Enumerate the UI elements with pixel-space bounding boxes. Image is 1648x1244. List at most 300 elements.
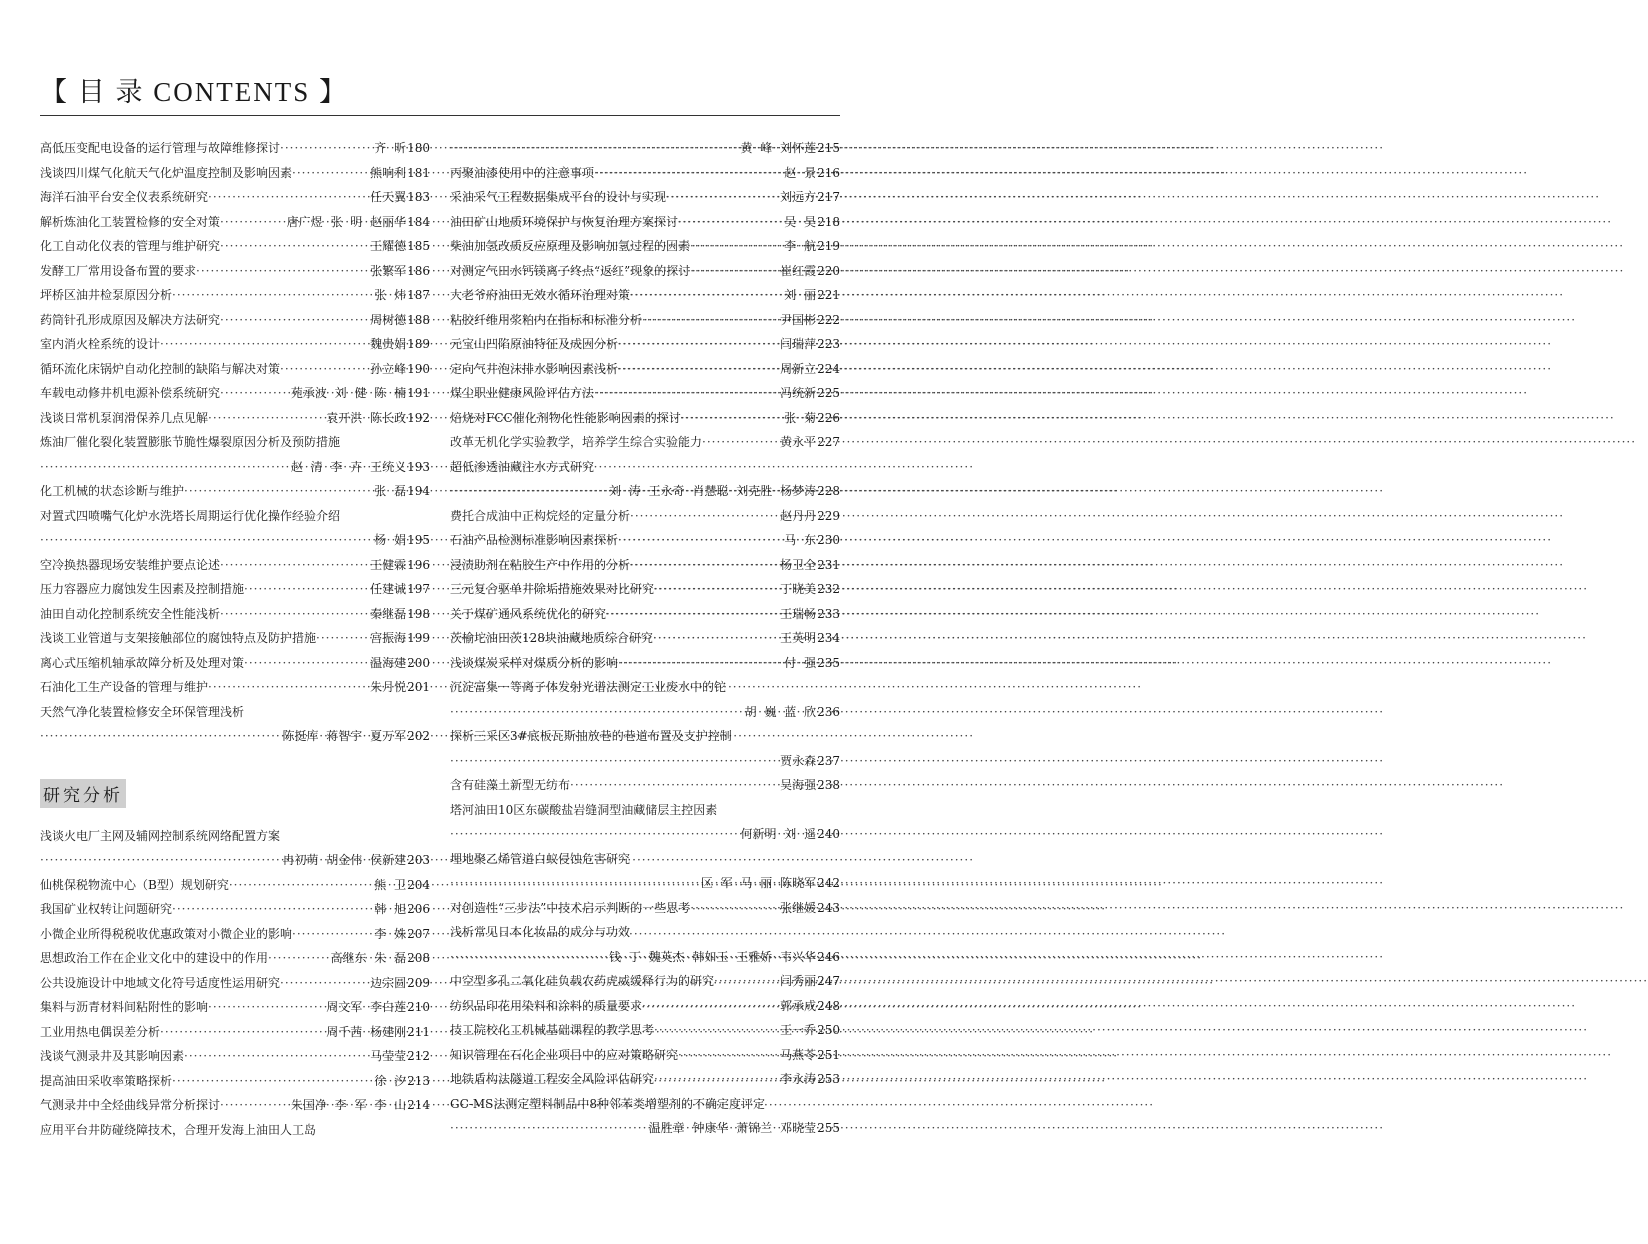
toc-entry-page: 206 xyxy=(407,902,430,916)
leader-dots xyxy=(40,528,374,553)
toc-entry-title: 油田矿山地质环境保护与恢复治理方案探讨 xyxy=(450,214,679,229)
toc-entry-line xyxy=(450,994,840,1019)
toc-entry-title: 浅谈日常机泵润滑保养几点见解 xyxy=(40,410,209,425)
leader-dots xyxy=(618,528,784,553)
toc-entry-page: 236 xyxy=(817,704,840,719)
toc-entry-authors: 郭承成 xyxy=(780,998,817,1013)
leader-dots xyxy=(208,675,370,700)
toc-entry-authors: 赵 清 李 卉 王统义 xyxy=(290,459,407,474)
toc-entry-line xyxy=(40,824,430,849)
toc-entry-authors: 秦继磊 xyxy=(370,606,407,621)
header-rule xyxy=(40,115,840,116)
toc-entry-line xyxy=(450,822,840,847)
toc-entry[interactable] xyxy=(450,381,840,406)
toc-entry-page: 208 xyxy=(407,951,430,965)
toc-entry[interactable] xyxy=(40,332,430,357)
toc-entry[interactable] xyxy=(450,994,840,1019)
toc-entry-title: 循环流化床锅炉自动化控制的缺陷与解决对策 xyxy=(40,361,281,376)
toc-entry-page: 190 xyxy=(407,361,430,376)
toc-entry-page: 202 xyxy=(407,729,430,743)
toc-entry-line xyxy=(450,308,840,333)
toc-entry[interactable] xyxy=(450,1018,840,1043)
toc-entry-page: 207 xyxy=(407,926,430,941)
toc-entry-line xyxy=(450,430,840,455)
toc-entry[interactable] xyxy=(40,897,430,922)
toc-entry-title: 天然气净化装置检修安全环保管理浅析 xyxy=(40,704,245,719)
toc-entry[interactable] xyxy=(450,430,840,455)
toc-entry[interactable] xyxy=(40,504,430,553)
toc-entry-page: 214 xyxy=(407,1098,430,1112)
toc-entry[interactable] xyxy=(450,626,840,651)
toc-entry-authors: 付 强 xyxy=(784,655,817,670)
toc-entry-line xyxy=(40,724,430,749)
toc-entry-title: 石油化工生产设备的管理与维护 xyxy=(40,680,209,694)
toc-entry-page: 181 xyxy=(407,165,430,180)
toc-entry[interactable] xyxy=(40,357,430,382)
toc-entry-authors: 赵 景 xyxy=(784,165,817,180)
leader-dots xyxy=(642,308,780,333)
leader-dots xyxy=(229,873,374,898)
toc-entry-authors: 张继媛 xyxy=(780,900,817,915)
leader-dots xyxy=(618,357,780,382)
leader-dots xyxy=(40,724,282,749)
toc-entry-title: 海洋石油平台安全仪表系统研究 xyxy=(40,190,209,204)
toc-entry-authors: 高继东 朱 磊 xyxy=(330,951,407,965)
toc-entry-title: 浅谈煤炭采样对煤质分析的影响 xyxy=(450,655,619,670)
toc-entry[interactable] xyxy=(450,308,840,333)
leader-dots xyxy=(653,626,780,651)
leader-dots xyxy=(642,994,780,1019)
leader-dots xyxy=(570,773,780,798)
toc-entry[interactable] xyxy=(450,577,840,602)
leader-dots xyxy=(280,136,374,161)
toc-entry-title: 超低渗透油藏注水方式研究 xyxy=(450,459,595,474)
toc-entry-title: 发酵工厂常用设备布置的要求 xyxy=(40,263,197,278)
toc-entry[interactable] xyxy=(40,700,430,749)
toc-entry[interactable] xyxy=(40,577,430,602)
leader-dots xyxy=(172,897,374,922)
toc-entry-authors: 王瑞畅 xyxy=(780,606,817,621)
toc-entry-title: 粘胶纤维用浆粕内在指标和标准分析 xyxy=(450,312,643,327)
toc-entry-authors: 刘 丽 xyxy=(784,288,817,302)
toc-entry-line xyxy=(450,602,840,627)
toc-entry[interactable] xyxy=(40,971,430,996)
toc-entry-authors: 唐广煜 张 明 赵丽华 xyxy=(286,214,407,229)
toc-entry-page: 215 xyxy=(817,141,840,155)
toc-entry-line xyxy=(40,381,430,406)
toc-entry-title: 探析三采区3#底板瓦斯抽放巷的巷道布置及支护控制 xyxy=(450,729,732,743)
toc-entry-line xyxy=(450,773,840,798)
toc-entry-line xyxy=(450,479,840,504)
toc-entry[interactable] xyxy=(450,332,840,357)
leader-dots xyxy=(714,969,780,994)
toc-entry[interactable] xyxy=(40,430,430,479)
toc-entry-line xyxy=(40,504,430,529)
toc-list-research xyxy=(40,824,430,1143)
toc-entry-page: 230 xyxy=(817,533,840,547)
toc-entry-line xyxy=(450,161,840,186)
toc-entry-title: 室内消火栓系统的设计 xyxy=(40,337,161,351)
toc-entry-line xyxy=(450,675,840,700)
toc-entry-title: 仙桃保税物流中心（B型）规划研究 xyxy=(40,877,229,892)
toc-entry-page: 228 xyxy=(817,484,840,498)
leader-dots xyxy=(690,896,780,921)
toc-entry[interactable] xyxy=(40,626,430,651)
toc-entry-authors: 尹国彬 xyxy=(780,312,817,327)
toc-entry-line xyxy=(450,920,840,945)
toc-entry[interactable] xyxy=(450,847,840,896)
toc-entry-page: 232 xyxy=(817,582,840,596)
toc-entry-line xyxy=(40,259,430,284)
toc-entry-title: 油田自动化控制系统安全性能浅析 xyxy=(40,606,221,621)
toc-entry[interactable] xyxy=(450,773,840,798)
toc-entry[interactable] xyxy=(40,234,430,259)
toc-entry-authors: 区 军 马 丽 陈晓军 xyxy=(700,876,817,890)
toc-entry[interactable] xyxy=(40,553,430,578)
toc-entry-page: 251 xyxy=(817,1047,840,1062)
toc-entry-title: 对置式四喷嘴气化炉水洗塔长周期运行优化操作经验介绍 xyxy=(40,508,341,523)
toc-entry-page: 248 xyxy=(817,998,840,1013)
toc-entry-page: 204 xyxy=(407,877,430,892)
toc-entry-authors: 刘远方 xyxy=(780,190,817,204)
leader-dots xyxy=(280,971,370,996)
toc-entry-authors: 周千茜 杨建刚 xyxy=(326,1024,407,1039)
toc-entry-line xyxy=(40,700,430,725)
toc-entry-page: 223 xyxy=(817,337,840,351)
leader-dots xyxy=(220,308,370,333)
leader-dots xyxy=(40,455,291,480)
toc-entry-title: 浅析常见日本化妆品的成分与功效 xyxy=(450,925,631,939)
leader-dots xyxy=(208,185,370,210)
toc-entry-line xyxy=(40,897,430,922)
toc-entry-line xyxy=(40,971,430,996)
toc-entry-title: 茨榆坨油田茨128块油藏地质综合研究 xyxy=(450,631,653,645)
toc-entry-page: 193 xyxy=(407,459,430,474)
leader-dots xyxy=(40,848,282,873)
toc-entry-title: 地铁盾构法隧道工程安全风险评估研究 xyxy=(450,1072,655,1086)
toc-entry-page: 225 xyxy=(817,386,840,400)
toc-entry-line xyxy=(40,1044,430,1069)
toc-entry-page: 203 xyxy=(407,853,430,867)
leader-dots xyxy=(654,577,780,602)
toc-entry[interactable] xyxy=(40,651,430,676)
toc-entry[interactable] xyxy=(450,406,840,431)
toc-entry-page: 189 xyxy=(407,337,430,351)
toc-entry-authors: 黄永平 xyxy=(780,435,817,449)
toc-entry-authors: 马燕苓 xyxy=(780,1047,817,1062)
toc-entry-authors: 马莹莹 xyxy=(370,1049,407,1063)
toc-entry-authors: 徐 汐 xyxy=(374,1073,407,1088)
leader-dots xyxy=(618,651,784,676)
toc-entry-title: 元宝山凹陷原油特征及成因分析 xyxy=(450,337,619,351)
toc-entry-authors: 吴海强 xyxy=(780,778,817,792)
toc-entry-title: 解析炼油化工装置检修的安全对策 xyxy=(40,214,221,229)
leader-dots xyxy=(690,259,780,284)
leader-dots xyxy=(220,602,370,627)
toc-entry[interactable] xyxy=(450,969,840,994)
toc-entry-page: 197 xyxy=(407,582,430,596)
toc-entry-authors: 杨卫全 xyxy=(780,557,817,572)
toc-entry-page: 185 xyxy=(407,239,430,253)
toc-entry-page: 212 xyxy=(407,1049,430,1063)
toc-entry-authors: 张 菊 xyxy=(784,410,817,425)
toc-entry-line xyxy=(450,381,840,406)
toc-entry[interactable] xyxy=(450,185,840,210)
toc-entry-page: 184 xyxy=(407,214,430,229)
toc-entry[interactable] xyxy=(450,283,840,308)
toc-entry-authors: 温胜章 钟康华 萧锦兰 邓晓莹 xyxy=(648,1121,817,1135)
toc-entry[interactable] xyxy=(450,1067,840,1092)
toc-entry-page: 243 xyxy=(817,900,840,915)
toc-entry-page: 213 xyxy=(407,1073,430,1088)
leader-dots xyxy=(681,406,785,431)
toc-entry[interactable] xyxy=(450,724,840,773)
toc-entry-line xyxy=(40,234,430,259)
toc-entry-line xyxy=(450,1043,840,1068)
toc-entry-authors: 黄 峰 刘怀莲 xyxy=(740,141,817,155)
toc-entry-title: 浅谈火电厂主网及辅网控制系统网络配置方案 xyxy=(40,828,281,843)
toc-entry-title: 柴油加氢改质反应原理及影响加氢过程的因素 xyxy=(450,239,691,253)
toc-entry[interactable] xyxy=(450,675,840,724)
toc-entry-title: 公共设施设计中地域文化符号适度性运用研究 xyxy=(40,975,281,990)
toc-entry-authors: 马 东 xyxy=(784,533,817,547)
leader-dots xyxy=(244,651,370,676)
toc-entry[interactable] xyxy=(450,259,840,284)
toc-entry[interactable] xyxy=(40,1069,430,1094)
toc-entry-page: 240 xyxy=(817,827,840,841)
leader-dots xyxy=(654,1067,780,1092)
toc-entry[interactable] xyxy=(40,1118,430,1143)
toc-entry-page: 253 xyxy=(817,1072,840,1086)
toc-entry-title: 定向气井泡沫排水影响因素浅析 xyxy=(450,361,619,376)
toc-entry-line xyxy=(450,896,840,921)
toc-entry-authors: 赵丹丹 xyxy=(780,508,817,523)
toc-entry-title: 大老爷府油田无效水循环治理对策 xyxy=(450,288,631,302)
toc-entry-line xyxy=(450,945,840,970)
leader-dots xyxy=(184,1044,370,1069)
leader-dots xyxy=(292,161,370,186)
toc-entry-line xyxy=(450,847,840,872)
leader-dots xyxy=(690,234,784,259)
toc-entry[interactable] xyxy=(450,455,840,504)
toc-entry-authors: 袁开洪 陈长政 xyxy=(326,410,407,425)
toc-entry-page: 210 xyxy=(407,1000,430,1014)
toc-entry-title: 沉淀富集－等离子体发射光谱法测定工业废水中的铊 xyxy=(450,680,727,694)
leader-dots xyxy=(208,995,326,1020)
leader-dots xyxy=(606,602,780,627)
toc-entry-line xyxy=(450,504,840,529)
toc-entry[interactable] xyxy=(40,1020,430,1045)
leader-dots xyxy=(654,1018,780,1043)
toc-entry-line xyxy=(450,234,840,259)
toc-entry-page: 219 xyxy=(817,239,840,253)
toc-list-right xyxy=(450,136,840,1141)
toc-entry-authors: 朱国净 李 军 李 山 xyxy=(290,1098,407,1112)
toc-entry-line xyxy=(40,479,430,504)
toc-entry[interactable] xyxy=(450,553,840,578)
toc-entry-page: 183 xyxy=(407,190,430,204)
leader-dots xyxy=(220,381,291,406)
toc-entry-title: 气测录井中全烃曲线异常分析探讨 xyxy=(40,1098,221,1112)
toc-entry-page: 255 xyxy=(817,1121,840,1135)
toc-entry-page: 195 xyxy=(407,533,430,547)
toc-entry[interactable] xyxy=(450,798,840,847)
toc-entry[interactable] xyxy=(450,528,840,553)
toc-entry[interactable] xyxy=(40,873,430,898)
toc-entry[interactable] xyxy=(40,922,430,947)
toc-entry-page: 209 xyxy=(407,975,430,990)
leader-dots xyxy=(450,822,740,847)
toc-entry-line xyxy=(40,136,430,161)
toc-entry[interactable] xyxy=(40,602,430,627)
toc-entry-line xyxy=(40,626,430,651)
toc-entry[interactable] xyxy=(40,406,430,431)
leader-dots xyxy=(450,871,701,896)
toc-entry-line xyxy=(450,283,840,308)
toc-entry[interactable] xyxy=(450,920,840,969)
leader-dots xyxy=(594,381,780,406)
toc-entry-line xyxy=(450,136,840,161)
toc-entry[interactable] xyxy=(450,357,840,382)
toc-entry-title: 炼油厂催化裂化装置膨胀节脆性爆裂原因分析及预防措施 xyxy=(40,435,341,449)
toc-entry-authors: 何新明 刘 遥 xyxy=(740,827,817,841)
toc-entry-title: 化工机械的状态诊断与维护 xyxy=(40,484,185,498)
toc-entry[interactable] xyxy=(40,381,430,406)
toc-entry-page: 231 xyxy=(817,557,840,572)
toc-entry-authors: 张 磊 xyxy=(374,484,407,498)
toc-entry[interactable] xyxy=(40,1044,430,1069)
toc-entry-title: 应用平台井防碰绕障技术，合理开发海上油田人工岛 xyxy=(40,1122,317,1137)
toc-entry-line xyxy=(40,406,430,431)
toc-entry[interactable] xyxy=(450,136,840,161)
toc-entry-title: 化工自动化仪表的管理与维护研究 xyxy=(40,239,221,253)
toc-entry-page: 220 xyxy=(817,263,840,278)
toc-entry-line xyxy=(40,332,430,357)
toc-entry-title: 煤尘职业健康风险评估方法 xyxy=(450,386,595,400)
toc-entry-line xyxy=(450,357,840,382)
toc-entry-authors: 李 姝 xyxy=(374,926,407,941)
toc-entry[interactable] xyxy=(40,210,430,235)
toc-entry-authors: 陈挺库 蒋智宇 夏万军 xyxy=(282,729,407,743)
toc-entry-authors: 王耀德 xyxy=(370,239,407,253)
leader-dots xyxy=(220,234,370,259)
toc-entry-title: 焙烧对FCC催化剂物化性能影响因素的探讨 xyxy=(450,410,681,425)
toc-entry-page: 201 xyxy=(407,680,430,694)
toc-entry[interactable] xyxy=(450,602,840,627)
toc-entry-title: 费托合成油中正构烷烃的定量分析 xyxy=(450,508,631,523)
toc-entry-line xyxy=(450,749,840,774)
toc-entry[interactable] xyxy=(40,161,430,186)
toc-entry-authors: 周新立 xyxy=(780,361,817,376)
toc-entry-page: 196 xyxy=(407,557,430,572)
leader-dots xyxy=(630,283,784,308)
toc-entry-authors: 李永涛 xyxy=(780,1072,817,1086)
toc-entry-authors: 闫秀丽 xyxy=(780,974,817,988)
toc-entry-authors: 冉初萌 胡金伟 侯新建 xyxy=(282,853,407,867)
toc-entry-authors: 温海建 xyxy=(370,655,407,670)
toc-entry[interactable] xyxy=(450,1092,840,1141)
toc-entry[interactable] xyxy=(450,896,840,921)
toc-entry-page: 221 xyxy=(817,288,840,302)
toc-entry-authors: 熊响利 xyxy=(370,165,407,180)
toc-entry-page: 180 xyxy=(407,141,430,155)
toc-entry-line xyxy=(40,675,430,700)
toc-entry-line xyxy=(40,995,430,1020)
toc-entry[interactable] xyxy=(450,1043,840,1068)
toc-entry-line xyxy=(450,332,840,357)
toc-entry[interactable] xyxy=(40,479,430,504)
toc-entry-page: 198 xyxy=(407,606,430,621)
toc-entry[interactable] xyxy=(40,675,430,700)
toc-entry-title: 我国矿业权转让问题研究 xyxy=(40,902,173,916)
toc-entry[interactable] xyxy=(450,234,840,259)
toc-entry-authors: 宫振海 xyxy=(370,631,407,645)
toc-entry-authors: 王英明 xyxy=(780,631,817,645)
toc-entry-title: 浅谈气测录井及其影响因素 xyxy=(40,1049,185,1063)
toc-entry-line xyxy=(40,1093,430,1118)
toc-entry-authors: 任建诚 xyxy=(370,582,407,596)
toc-entry-authors: 张繁军 xyxy=(370,263,407,278)
toc-entry-line xyxy=(450,259,840,284)
toc-entry[interactable] xyxy=(40,946,430,971)
toc-entry[interactable] xyxy=(450,210,840,235)
toc-entry-title: 空冷换热器现场安装维护要点论述 xyxy=(40,557,221,572)
toc-entry[interactable] xyxy=(40,185,430,210)
toc-entry-page: 199 xyxy=(407,631,430,645)
toc-entry-page: 233 xyxy=(817,606,840,621)
toc-entry-title: 浅谈四川煤气化航天气化炉温度控制及影响因素 xyxy=(40,165,293,180)
toc-entry-authors: 王一乔 xyxy=(780,1023,817,1037)
toc-entry-page: 242 xyxy=(817,876,840,890)
toc-entry-title: 技工院校化工机械基础课程的教学思考 xyxy=(450,1023,655,1037)
toc-entry-page: 235 xyxy=(817,655,840,670)
toc-entry-authors: 张 炜 xyxy=(374,288,407,302)
toc-entry-page: 218 xyxy=(817,214,840,229)
leader-dots xyxy=(220,553,370,578)
toc-entry[interactable] xyxy=(40,259,430,284)
toc-entry-page: 188 xyxy=(407,312,430,327)
toc-entry-title: 浅谈工业管道与支架接触部位的腐蚀特点及防护措施 xyxy=(40,631,317,645)
toc-entry-page: 186 xyxy=(407,263,430,278)
toc-entry[interactable] xyxy=(450,161,840,186)
toc-entry-line xyxy=(450,626,840,651)
leader-dots xyxy=(244,577,370,602)
leader-dots xyxy=(172,283,374,308)
toc-entry[interactable] xyxy=(40,136,430,161)
toc-entry-authors: 任天翼 xyxy=(370,190,407,204)
toc-entry-line xyxy=(40,848,430,873)
toc-entry-page: 238 xyxy=(817,778,840,792)
toc-entry-page: 216 xyxy=(817,165,840,180)
toc-entry-title: 高低压变配电设备的运行管理与故障维修探讨 xyxy=(40,141,281,155)
toc-entry[interactable] xyxy=(450,651,840,676)
toc-entry-title: 含有硅藻土新型无纺布 xyxy=(450,778,571,792)
toc-entry-line xyxy=(40,283,430,308)
toc-entry-line xyxy=(40,602,430,627)
toc-entry-authors: 吴 昊 xyxy=(784,214,817,229)
toc-entry-authors: 齐 昕 xyxy=(374,141,407,155)
toc-entry-authors: 钱 丁 魏英杰 韩如玉 王雅娇 韦兴华 xyxy=(609,949,817,964)
toc-entry[interactable] xyxy=(40,283,430,308)
toc-entry[interactable] xyxy=(40,1093,430,1118)
toc-entry-line xyxy=(450,871,840,896)
toc-right-column xyxy=(450,136,840,1141)
toc-entry-line xyxy=(450,651,840,676)
toc-entry[interactable] xyxy=(40,308,430,333)
toc-entry[interactable] xyxy=(40,995,430,1020)
toc-entry[interactable] xyxy=(40,824,430,873)
toc-entry[interactable] xyxy=(450,504,840,529)
